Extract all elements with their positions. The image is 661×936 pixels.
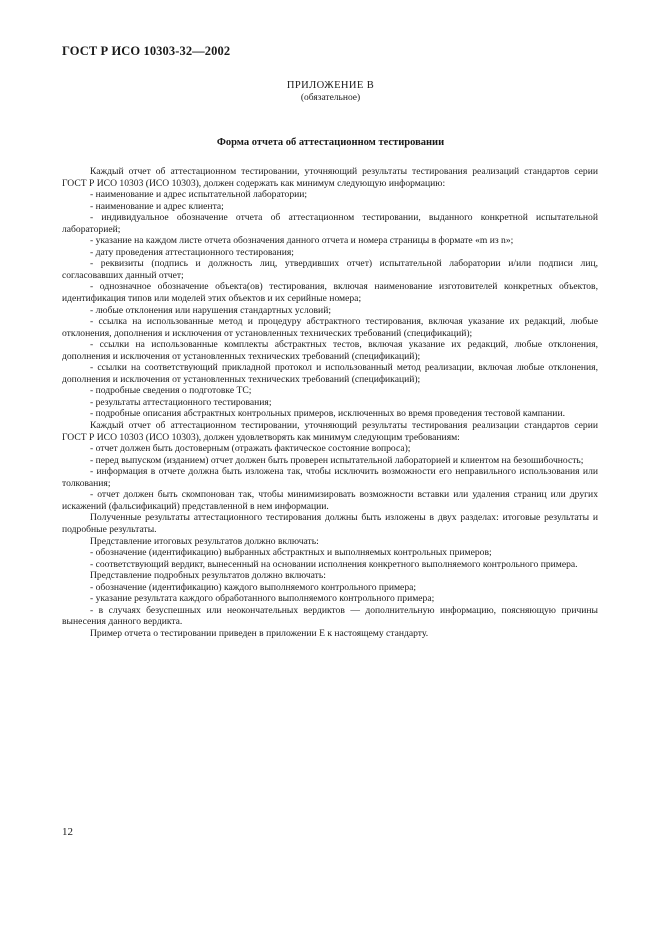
list-item: - информация в отчете должна быть изложена так, чтобы исключить возможности его неправильного использования или толкования;	[62, 466, 598, 489]
list-item: - индивидуальное обозначение отчета об аттестационном тестировании, выданного конкретной испытательной лабораторией;	[62, 212, 598, 235]
list-item: - наименование и адрес клиента;	[90, 200, 224, 212]
list-item: - обозначение (идентификацию) выбранных абстрактных и выполняемых контрольных примеров;	[90, 547, 492, 559]
paragraph: Каждый отчет об аттестационном тестировании, уточняющий результаты тестирования реализации стандартов серии ГОСТ Р ИСО 10303 (ИСО 10303), должен удовлетворять как минимум следующим требованиям:	[62, 420, 598, 443]
list-item: - любые отклонения или нарушения стандартных условий;	[90, 304, 331, 316]
paragraph: Каждый отчет об аттестационном тестировании, уточняющий результаты тестирования реализаций стандартов серии ГОСТ Р ИСО 10303 (ИСО 10303), должен содержать как минимум следующую информацию:	[62, 166, 598, 189]
list-item: - ссылки на использованные комплекты абстрактных тестов, включая указание их редакций, любые отклонения, дополнения и исключения от установленных технических требований (спецификаций);	[62, 339, 598, 362]
appendix-title: ПРИЛОЖЕНИЕ В	[286, 80, 375, 91]
body-text	[62, 166, 598, 639]
list-item: - отчет должен быть достоверным (отражать фактическое состояние вопроса);	[90, 443, 411, 455]
document-code-header: ГОСТ Р ИСО 10303-32—2002	[62, 44, 231, 58]
paragraph: Представление итоговых результатов должно включать:	[90, 535, 319, 547]
list-item: - результаты аттестационного тестирования;	[90, 396, 272, 408]
appendix-heading	[0, 80, 661, 104]
list-item: - наименование и адрес испытательной лаборатории;	[90, 189, 308, 201]
paragraph: Полученные результаты аттестационного тестирования должны быть изложены в двух разделах: итоговые результаты и подробные результаты.	[62, 512, 598, 535]
list-item: - отчет должен быть скомпонован так, чтобы минимизировать возможности вставки или удаления страниц или других искажений (фальсификаций) представленной в нем информации.	[62, 489, 598, 512]
list-item: - реквизиты (подпись и должность лиц, утвердивших отчет) испытательной лаборатории и/или подписи лиц, согласовавших данный отчет;	[62, 258, 598, 281]
list-item: - подробные сведения о подготовке ТС;	[90, 385, 252, 397]
list-item: - в случаях безуспешных или неокончательных вердиктов — дополнительную информацию, поясняющую причины вынесения данного вердикта.	[62, 604, 598, 628]
list-item: - ссылка на использованные метод и процедуру абстрактного тестирования, включая указание их редакций, любые отклонения, дополнения и исключения от установленных технических требований (спецификаций);	[62, 316, 598, 339]
appendix-note: (обязательное)	[300, 93, 361, 103]
list-item: - дату проведения аттестационного тестирования;	[90, 246, 294, 258]
paragraph: Представление подробных результатов должно включать:	[90, 570, 326, 582]
page-number: 12	[62, 826, 73, 838]
list-item: - однозначное обозначение объекта(ов) тестирования, включая наименование изготовителей конкретных объектов, идентификация типов или моделей этих объектов и их серийные номера;	[62, 281, 598, 305]
list-item: - подробные описания абстрактных контрольных примеров, исключенных во время проведения тестовой кампании.	[90, 408, 565, 420]
list-item: - обозначение (идентификацию) каждого выполняемого контрольного примера;	[90, 581, 417, 593]
list-item: - указание на каждом листе отчета обозначения данного отчета и номера страницы в формате «m из n»;	[90, 235, 514, 247]
list-item: - указание результата каждого обработанного выполняемого контрольного примера;	[90, 593, 435, 605]
paragraph: Пример отчета о тестировании приведен в приложении Е к настоящему стандарту.	[90, 627, 429, 639]
list-item: - соответствующий вердикт, вынесенный на основании исполнения конкретного выполняемого контрольного примера.	[90, 558, 578, 570]
section-title: Форма отчета об аттестационном тестировании	[216, 137, 445, 148]
list-item: - перед выпуском (изданием) отчет должен быть проверен испытательной лабораторией и клиентом на безошибочность;	[90, 454, 584, 466]
list-item: - ссылки на соответствующий прикладной протокол и использованный метод реализации, включая любые отклонения, дополнения и исключения от установленных технических требований (спецификаций);	[62, 362, 598, 385]
